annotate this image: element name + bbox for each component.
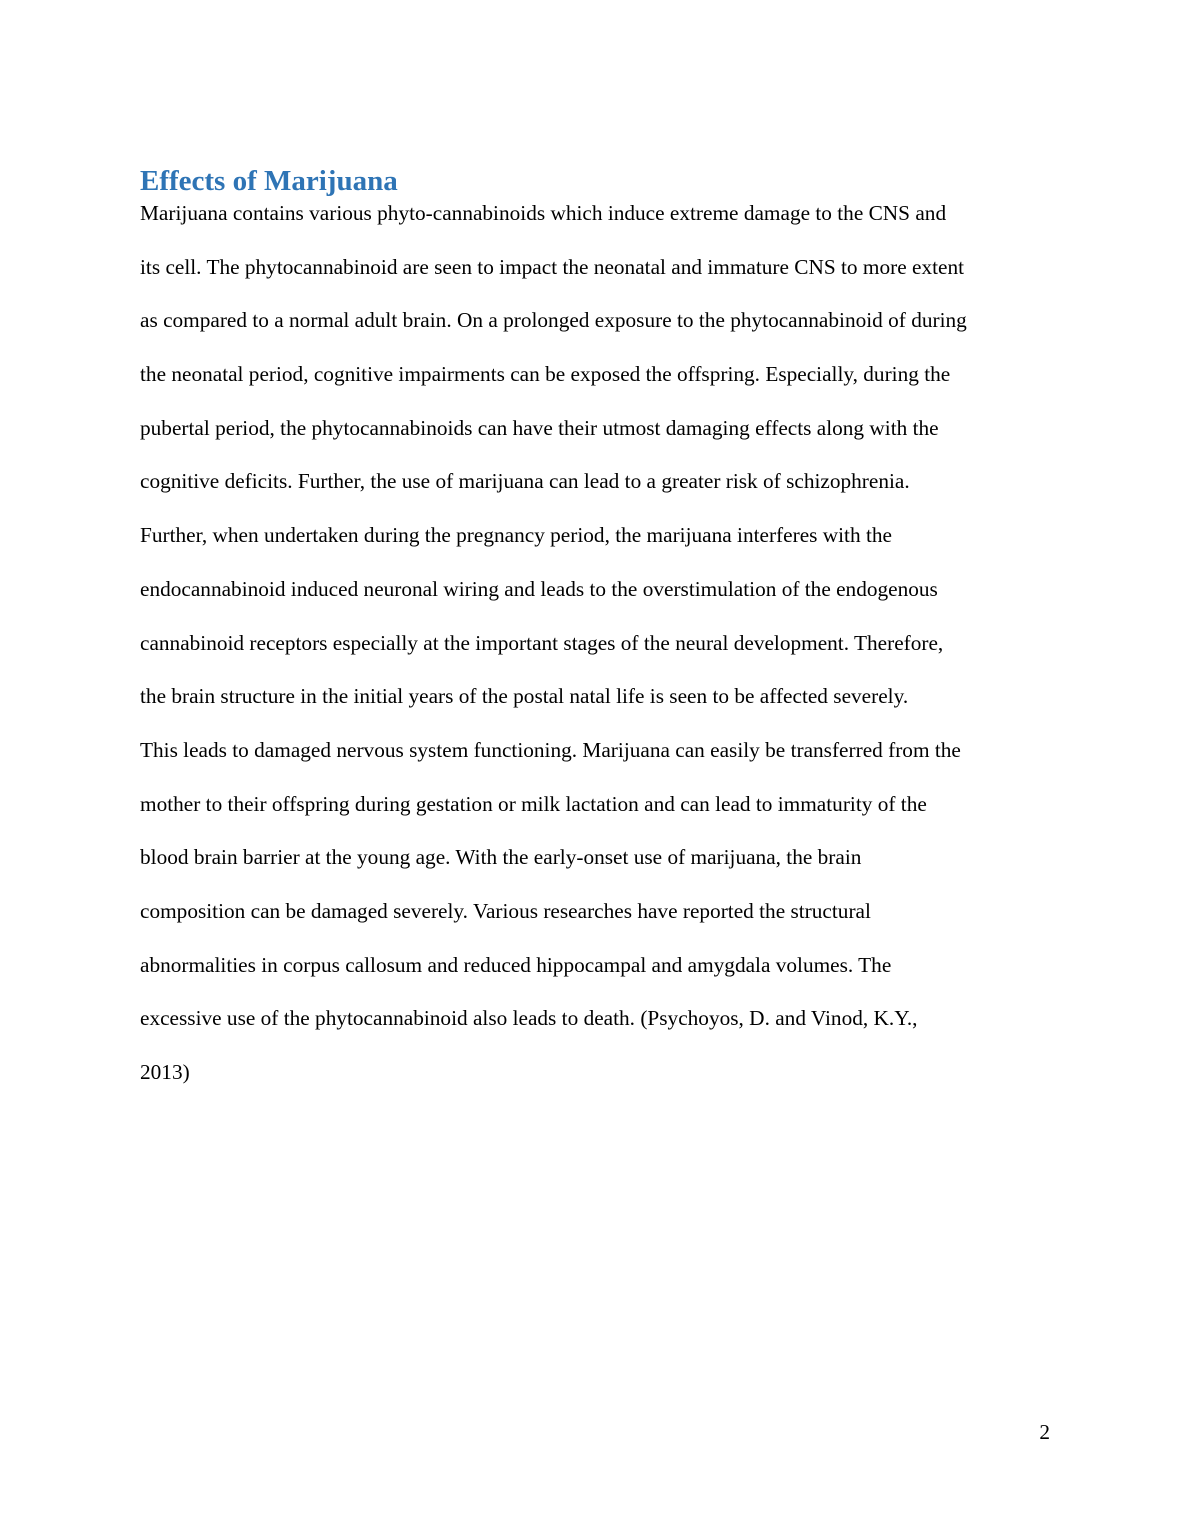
paragraph-line: endocannabinoid induced neuronal wiring and leads to the overstimulation of the endogenous [140, 576, 938, 601]
paragraph-line: 2013) [140, 1060, 190, 1084]
paragraph-line: abnormalities in corpus callosum and reduced hippocampal and amygdala volumes. The [140, 952, 892, 977]
page-number: 2 [1039, 1420, 1050, 1444]
section-heading: Effects of Marijuana [140, 165, 398, 197]
paragraph-line: as compared to a normal adult brain. On a prolonged exposure to the phytocannabinoid of during [140, 308, 967, 333]
paragraph-line: its cell. The phytocannabinoid are seen to impact the neonatal and immature CNS to more extent [140, 254, 965, 279]
paragraph-line: cannabinoid receptors especially at the important stages of the neural development. Therefore, [140, 630, 944, 655]
paragraph-line: excessive use of the phytocannabinoid also leads to death. (Psychoyos, D. and Vinod, K.Y., [140, 1006, 918, 1031]
paragraph-line: the brain structure in the initial years of the postal natal life is seen to be affected severely. [140, 684, 909, 709]
paragraph-line: cognitive deficits. Further, the use of marijuana can lead to a greater risk of schizophrenia. [140, 469, 910, 494]
paragraph-line: composition can be damaged severely. Various researches have reported the structural [140, 898, 871, 923]
paragraph-line: Further, when undertaken during the pregnancy period, the marijuana interferes with the [140, 523, 892, 548]
paragraph-line: the neonatal period, cognitive impairments can be exposed the offspring. Especially, during the [140, 362, 951, 387]
paragraph-line: This leads to damaged nervous system functioning. Marijuana can easily be transferred from the [140, 737, 961, 762]
paragraph-line: Marijuana contains various phyto-cannabinoids which induce extreme damage to the CNS and [140, 201, 947, 225]
body-paragraph [140, 198, 1060, 1111]
paragraph-line: mother to their offspring during gestation or milk lactation and can lead to immaturity of the [140, 791, 927, 816]
paragraph-line: blood brain barrier at the young age. With the early-onset use of marijuana, the brain [140, 845, 862, 870]
paragraph-line: pubertal period, the phytocannabinoids can have their utmost damaging effects along with the [140, 415, 939, 440]
